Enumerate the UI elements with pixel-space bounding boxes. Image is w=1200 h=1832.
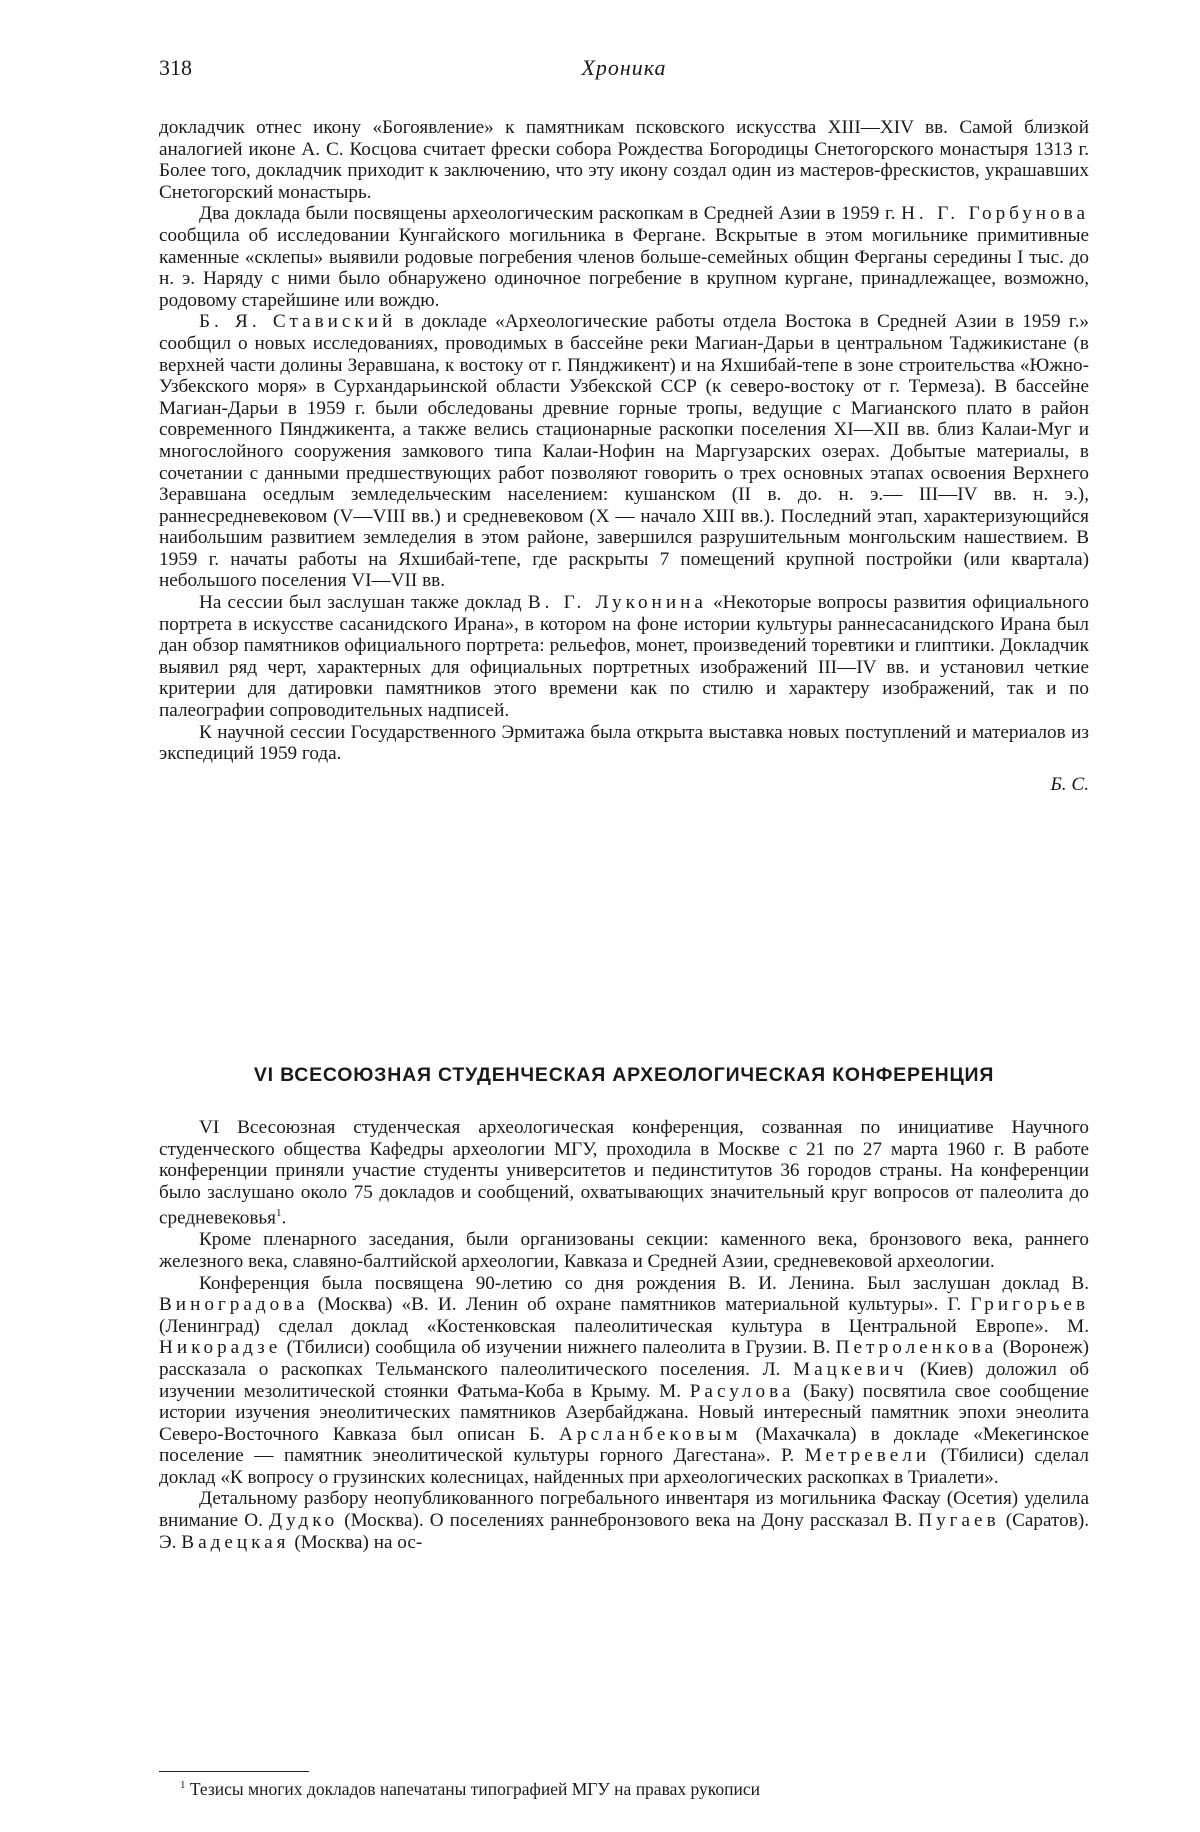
paragraph [159, 592, 1089, 722]
author-name: Пугаев [918, 1510, 1000, 1532]
text-run: Конференция была посвящена 90-летию со дня рождения В. И. Ленина. Был заслушан доклад В. [199, 1272, 1089, 1294]
footnote-reference[interactable]: 1 [275, 1207, 282, 1220]
paragraph [159, 1117, 1089, 1229]
author-name: Н. Г. Горбунова [901, 203, 1089, 225]
author-name: Петроленкова [835, 1337, 998, 1359]
paragraph [159, 1273, 1089, 1489]
author-name: Григорьев [970, 1294, 1090, 1316]
text-run: в докладе «Археологические работы отдела Востока в Средней Азии в 1959 г.» сообщил о новых исследованиях, проводимых в бассейне реки Магиан-Дарьи в центральном Таджикистане (в верхней части долины Зеравшана, к востоку от г. Пянджикент) и на Яхшибай-тепе в зоне строительства «Южно-Узбекского моря» в Сурхандарьинской области Узбекской ССР (к северо-востоку от г. Термеза). В бассейне Магиан-Дарьи в 1959 г. были обследованы древние горные тропы, ведущие с Магианского плато в район современного Пянджикента, а также велись стационарные раскопки поселения XI—XII вв. близ Калаи-Муг и многослойного сооружения замкового типа Калаи-Нофин на Маргузарских озерах. Добытые материалы, в сочетании с данными предшествующих работ позволяют говорить о трех основных этапах освоения Верхнего Зеравшана оседлым земледельческим населением: кушанском (II в. до. н. э.— III—IV вв. н. э.), раннесредневековом (V—VIII вв.) и средневековом (X — начало XIII вв.). Последний этап, характеризующийся наибольшим развитием земледелия в этом районе, завершился разрушительным монгольским нашествием. В 1959 г. начаты работы на Яхшибай-тепе, где раскрыты 7 помещений крупной постройки (или квартала) небольшого поселения VI—VII вв. [159, 311, 1089, 592]
author-name: Дудко [268, 1510, 339, 1532]
text-run: Два доклада были посвящены археологическим раскопкам в Средней Азии в 1959 г. [199, 203, 896, 225]
text-run: (Москва). О поселениях раннебронзового века на Дону рассказал В. [344, 1510, 913, 1532]
previous-article-ending [159, 117, 1089, 795]
paragraph: докладчик отнес икону «Богоявление» к памятникам псковского искусства XIII—XIV вв. Самой близкой аналогией иконе А. С. Косцова считает фрески собора Рождества Богородицы Снетогорского монастыря 1313 г. Более того, докладчик приходит к заключению, что эту икону создал один из мастеров-фрескистов, украшавших Снетогорский монастырь. [159, 117, 1089, 203]
article-body [159, 1117, 1089, 1553]
text-run: VI Всесоюзная студенческая археологическая конференция, созванная по инициативе Научного студенческого общества Кафедры археологии МГУ, проходила в Москве с 21 по 27 марта 1960 г. В работе конференции приняли участие студенты университетов и пединститутов 36 городов страны. На конференции было заслушано около 75 докладов и сообщений, охватывающих значительный круг вопросов от палеолита до средневековья [159, 1117, 1089, 1229]
text-run: (Москва) «В. И. Ленин об охране памятников материальной культуры». Г. [317, 1294, 962, 1316]
author-name: Арсланбековым [559, 1423, 742, 1445]
footnote-text: Тезисы многих докладов напечатаны типографией МГУ на правах рукописи [189, 1778, 760, 1799]
text-run: . [281, 1207, 287, 1229]
author-name: Метревели [804, 1445, 931, 1467]
text-run: Детальному разбору неопубликованного погребального инвентаря из могильника Фаскау (Осетия) уделила внимание О. [159, 1488, 1089, 1532]
text-run: (Махачкала) в докладе «Мекегинское поселение — памятник энеолитической культуры горного Дагестана». Р. [159, 1423, 1090, 1467]
paragraph: Кроме пленарного заседания, были организованы секции: каменного века, бронзового века, раннего железного века, славяно-балтийской археологии, Кавказа и Средней Азии, средневековой археологии. [159, 1229, 1089, 1272]
paragraph [159, 1488, 1089, 1553]
footnote-mark: 1 [180, 1779, 186, 1791]
text-run: (Москва) на ос- [294, 1531, 423, 1553]
paragraph [159, 311, 1089, 592]
author-name: Расулова [689, 1380, 795, 1402]
section-title: Хроника [581, 55, 667, 80]
text-run: (Тбилиси) сделал доклад «К вопросу о грузинских колесницах, найденных при археологических раскопках в Триалети». [159, 1445, 1090, 1488]
text-run: (Саратов). Э. [159, 1510, 1090, 1553]
text-run: (Ленинград) сделал доклад «Костенковская палеолитическая культура в Центральной Европе». М. [159, 1315, 1089, 1337]
author-name: Виноградова [159, 1294, 309, 1316]
author-name: Вадецкая [181, 1531, 290, 1553]
text-run: (Киев) доложил об изучении мезолитической стоянки Фатьма-Коба в Крыму. М. [159, 1358, 1090, 1402]
footnote-divider [159, 1771, 309, 1772]
text-run: (Тбилиси) сообщила об изучении нижнего палеолита в Грузии. В. [286, 1337, 831, 1359]
author-signature: Б. С. [1050, 773, 1089, 795]
article-heading: VI ВСЕСОЮЗНАЯ СТУДЕНЧЕСКАЯ АРХЕОЛОГИЧЕСКАЯ КОНФЕРЕНЦИЯ [253, 1064, 995, 1086]
text-run: «Некоторые вопросы развития официального портрета в искусстве сасанидского Ирана», в котором на фоне истории культуры раннесасанидского Ирана был дан обзор памятников официального портрета: рельефов, монет, произведений торевтики и глиптики. Докладчик выявил ряд черт, характерных для официальных портретных изображений III—IV вв. и установил четкие критерии для датировки памятников этого времени как по стилю и характеру изображений, так и по палеографии сопроводительных надписей. [159, 592, 1089, 722]
running-head [159, 55, 1089, 87]
paragraph: К научной сессии Государственного Эрмитажа была открыта выставка новых поступлений и материалов из экспедиций 1959 года. [159, 721, 1089, 765]
text-run: сообщила об исследовании Кунгайского могильника в Фергане. Вскрытые в этом могильнике примитивные каменные «склепы» выявили родовые погребения членов больше-семейных общин Ферганы середины I тыс. до н. э. Наряду с ними было обнаружено одиночное погребение в крупном кургане, принадлежащее, возможно, родовому старейшине или вождю. [159, 224, 1089, 311]
page-number: 318 [159, 55, 192, 80]
author-name: Никорадзе [159, 1337, 282, 1359]
author-name: Мацкевич [793, 1358, 908, 1380]
footnote [180, 1775, 1090, 1800]
text-run: (Воронеж) рассказала о раскопках Тельманского палеолитического поселения. Л. [159, 1337, 1089, 1380]
text-run: (Баку) посвятила свое сообщение истории изучения энеолитических памятников Азербайджана. Новый интересный памятник эпохи энеолита Северо-Восточного Кавказа был описан Б. [159, 1380, 1090, 1445]
author-name: Б. Я. Ставиский [199, 311, 397, 333]
paragraph [159, 203, 1089, 311]
text-run: На сессии был заслушан также доклад [199, 592, 522, 614]
author-name: В. Г. Луконина [527, 592, 707, 614]
